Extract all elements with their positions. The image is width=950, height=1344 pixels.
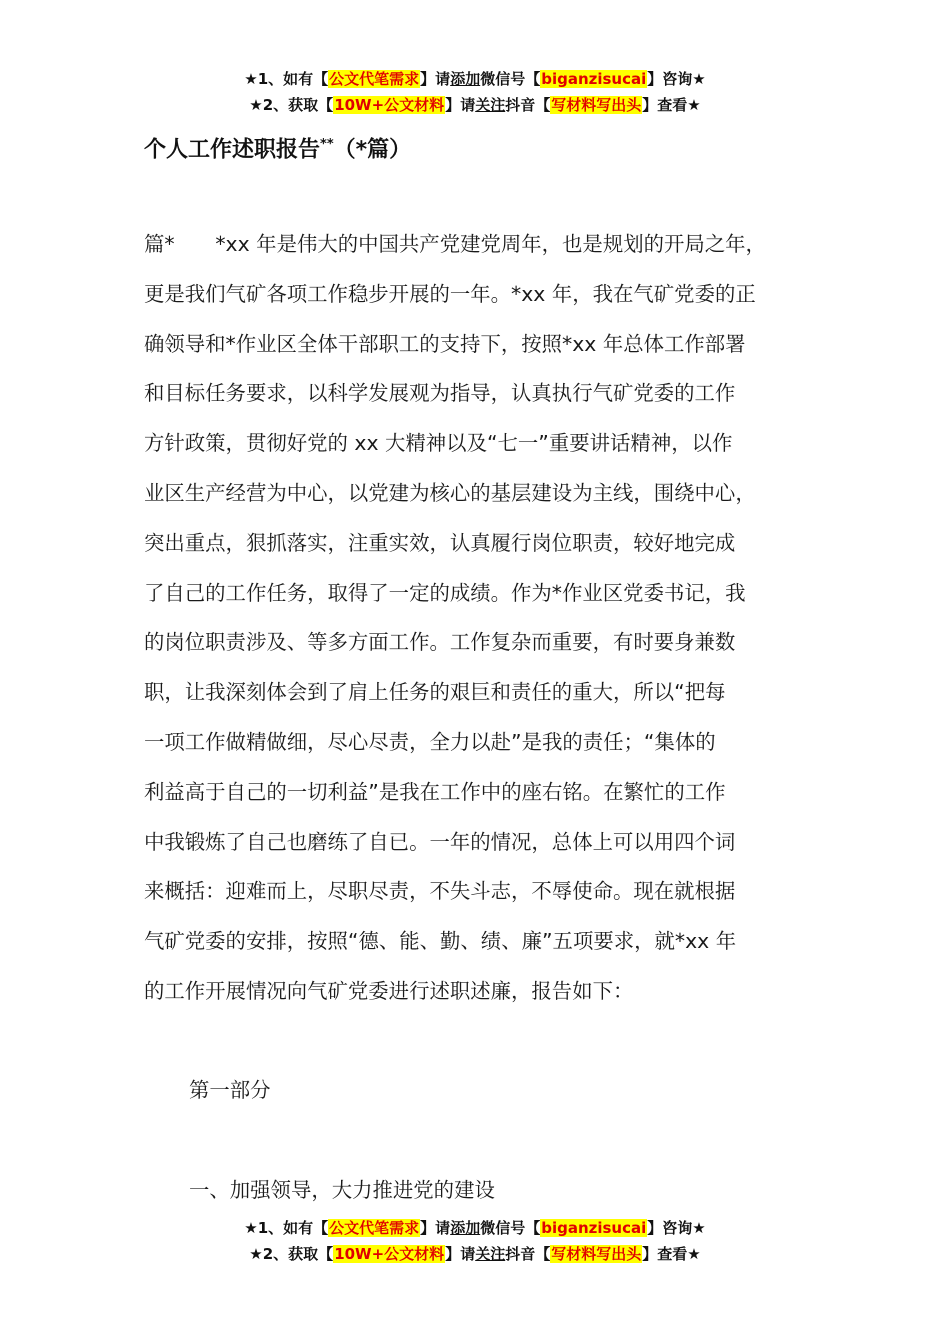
promo-text: ★2、获取【 (249, 96, 334, 114)
promo-text: 微信号【 (480, 70, 541, 88)
promo-text: 】请 (445, 1245, 476, 1263)
paragraph-line: 的工作开展情况向气矿党委进行述职述廉，报告如下： (144, 978, 634, 1003)
promo-banner-bottom (0, 1215, 950, 1267)
paragraph-line: 气矿党委的安排，按照“德、能、勤、绩、廉”五项要求，就*xx 年 (144, 929, 737, 954)
promo-underline: 添加 (450, 1219, 481, 1237)
section-part-label: 第一部分 (189, 1078, 271, 1102)
promo-highlight: 10W+公文材料 (334, 1245, 445, 1263)
promo-line-2 (0, 1241, 950, 1267)
promo-text: 抖音【 (505, 96, 551, 114)
title-suffix: （*篇） (333, 137, 412, 163)
promo-text: 】咨询★ (647, 1219, 706, 1237)
paragraph-line: 更是我们气矿各项工作稳步开展的一年。*xx 年，我在气矿党委的正 (144, 281, 756, 306)
title-main: 个人工作述职报告 (144, 137, 321, 163)
promo-text: 微信号【 (480, 1219, 541, 1237)
promo-text: 】请 (420, 70, 451, 88)
promo-text: 】请 (420, 1219, 451, 1237)
paragraph-line: 中我锻炼了自己也磨练了自已。一年的情况，总体上可以用四个词 (144, 829, 736, 854)
title-superscript: ** (320, 137, 334, 152)
paragraph-line: 一项工作做精做细，尽心尽责，全力以赴”是我的责任；“集体的 (144, 729, 716, 754)
promo-highlight: biganzisucai (541, 1219, 647, 1237)
promo-text: ★2、获取【 (249, 1245, 334, 1263)
promo-highlight: biganzisucai (541, 70, 647, 88)
paragraph-line: 方针政策，贯彻好党的 xx 大精神以及“七一”重要讲话精神，以作 (144, 431, 733, 456)
promo-text: 】咨询★ (647, 70, 706, 88)
promo-highlight: 写材料写出头 (551, 1245, 642, 1263)
promo-text: 】查看★ (642, 96, 701, 114)
promo-highlight: 10W+公文材料 (334, 96, 445, 114)
promo-text: 】请 (445, 96, 476, 114)
paragraph-line: 的岗位职责涉及、等多方面工作。工作复杂而重要，有时要身兼数 (144, 630, 736, 655)
promo-underline: 添加 (450, 70, 481, 88)
section-heading: 一、加强领导，大力推进党的建设 (189, 1178, 495, 1202)
promo-highlight: 公文代笔需求 (329, 70, 420, 88)
paragraph-line: 篇* *xx 年是伟大的中国共产党建党周年，也是规划的开局之年， (144, 232, 766, 256)
promo-line-1 (0, 1215, 950, 1241)
document-title (144, 128, 411, 167)
paragraph-line: 利益高于自己的一切利益”是我在工作中的座右铭。在繁忙的工作 (144, 779, 726, 804)
paragraph-line: 突出重点，狠抓落实，注重实效，认真履行岗位职责，较好地完成 (144, 530, 736, 555)
paragraph-line: 业区生产经营为中心，以党建为核心的基层建设为主线，围绕中心， (144, 480, 756, 505)
promo-text: ★1、如有【 (244, 70, 329, 88)
promo-highlight: 写材料写出头 (551, 96, 642, 114)
promo-banner-top (0, 66, 950, 118)
promo-text: 】查看★ (642, 1245, 701, 1263)
paragraph-line: 职，让我深刻体会到了肩上任务的艰巨和责任的重大，所以“把每 (144, 680, 726, 705)
promo-text: 抖音【 (505, 1245, 551, 1263)
paragraph-line: 来概括：迎难而上，尽职尽责，不失斗志，不辱使命。现在就根据 (144, 879, 736, 904)
promo-underline: 关注 (475, 96, 506, 114)
promo-text: ★1、如有【 (244, 1219, 329, 1237)
body-paragraph (144, 220, 834, 1017)
paragraph-line: 了自己的工作任务，取得了一定的成绩。作为*作业区党委书记，我 (144, 580, 746, 605)
promo-highlight: 公文代笔需求 (329, 1219, 420, 1237)
promo-line-2 (0, 92, 950, 118)
promo-line-1 (0, 66, 950, 92)
paragraph-line: 和目标任务要求，以科学发展观为指导，认真执行气矿党委的工作 (144, 381, 736, 406)
paragraph-line: 确领导和*作业区全体干部职工的支持下，按照*xx 年总体工作部署 (144, 331, 746, 356)
promo-underline: 关注 (475, 1245, 506, 1263)
